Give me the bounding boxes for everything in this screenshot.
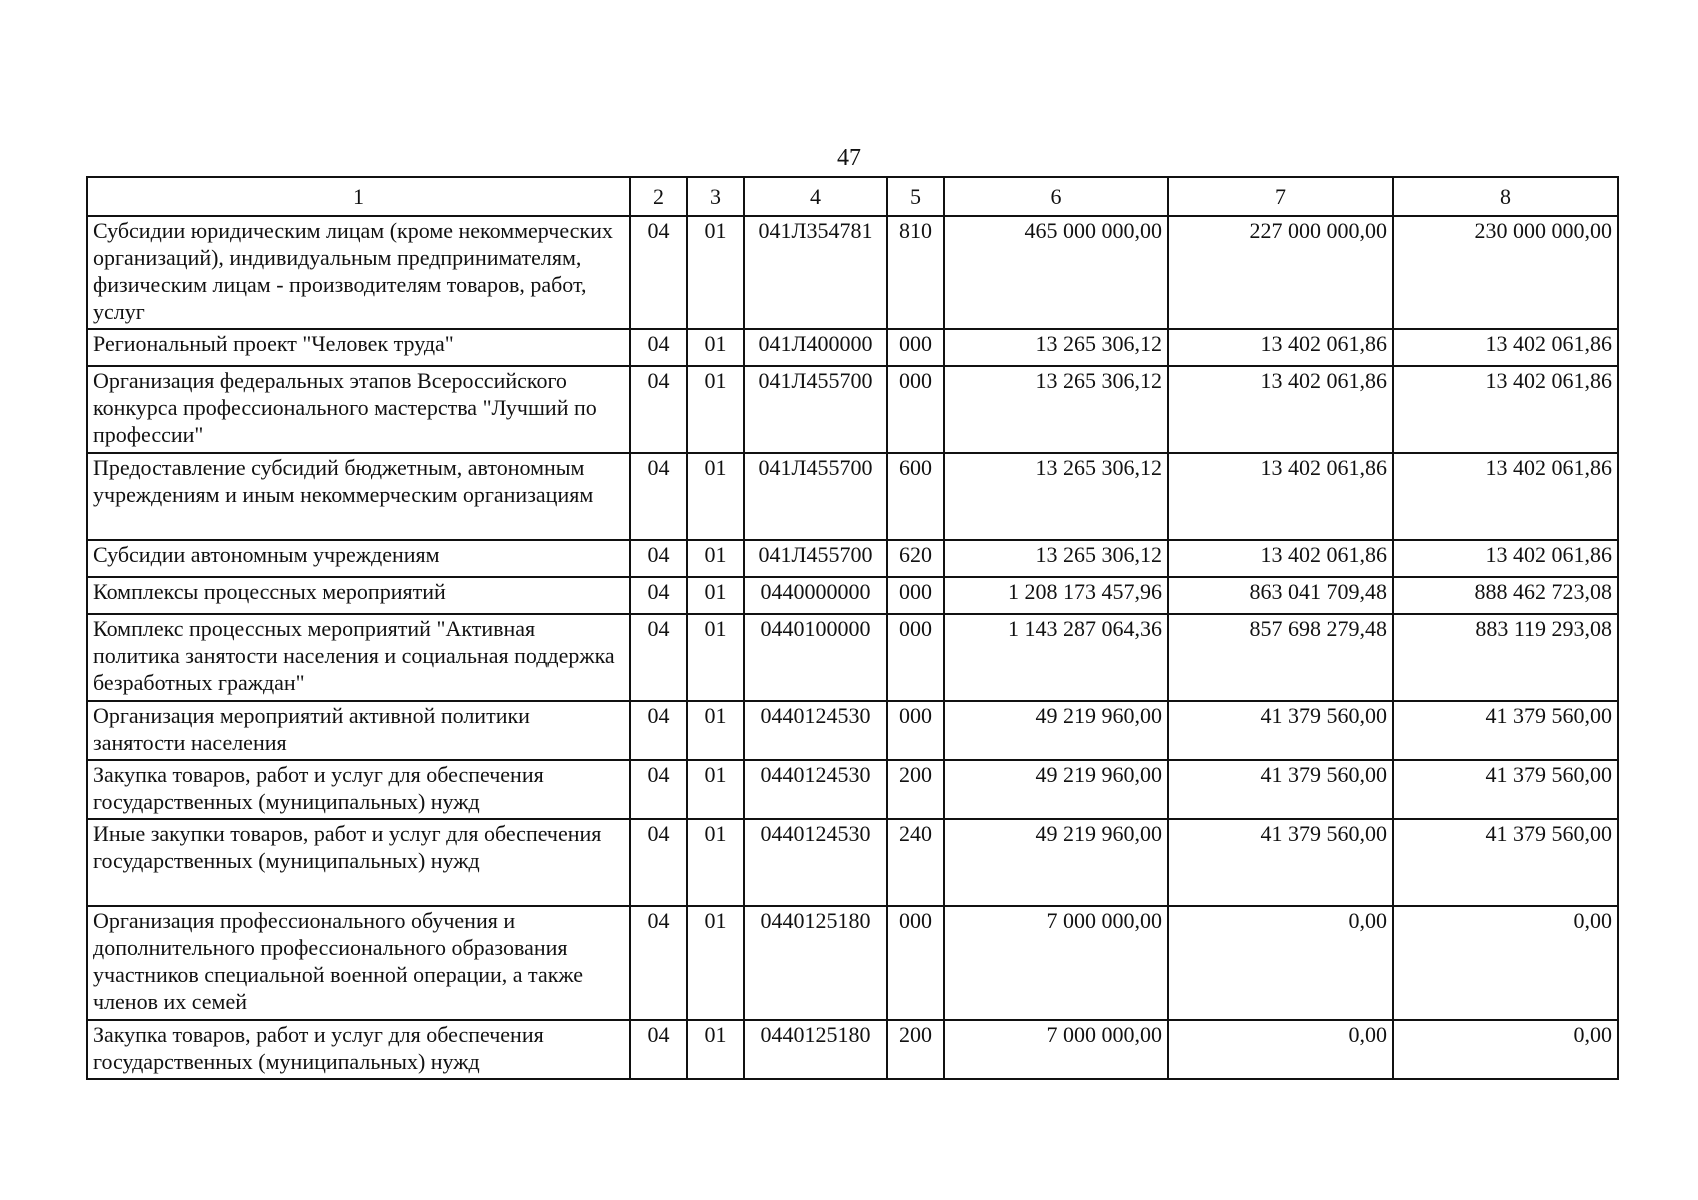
row-target-code: 041Л455700	[744, 453, 887, 540]
row-subsection: 01	[687, 577, 744, 614]
header-row	[87, 177, 1618, 216]
table-row	[87, 216, 1618, 329]
row-subsection: 01	[687, 453, 744, 540]
row-name: Организация федеральных этапов Всероссийского конкурса профессионального мастерства "Лучший по профессии"	[87, 366, 630, 453]
row-subsection: 01	[687, 540, 744, 577]
row-expense-type: 200	[887, 760, 944, 819]
header-col-7: 7	[1168, 177, 1393, 216]
row-amount-6: 49 219 960,00	[944, 760, 1168, 819]
table-row	[87, 1020, 1618, 1079]
table-row	[87, 760, 1618, 819]
row-expense-type: 000	[887, 577, 944, 614]
row-name: Организация профессионального обучения и дополнительного профессионального образования участников специальной военной операции, а также членов их семей	[87, 906, 630, 1020]
table-row	[87, 366, 1618, 453]
row-amount-7: 13 402 061,86	[1168, 366, 1393, 453]
page-number-text: 47	[837, 145, 861, 171]
table-row	[87, 614, 1618, 701]
row-section: 04	[630, 760, 687, 819]
row-amount-7: 0,00	[1168, 906, 1393, 1020]
row-expense-type: 000	[887, 906, 944, 1020]
row-target-code: 0440125180	[744, 1020, 887, 1079]
row-section: 04	[630, 453, 687, 540]
row-amount-7: 13 402 061,86	[1168, 329, 1393, 366]
row-amount-7: 41 379 560,00	[1168, 760, 1393, 819]
row-amount-7: 13 402 061,86	[1168, 453, 1393, 540]
row-amount-7: 0,00	[1168, 1020, 1393, 1079]
row-amount-7: 863 041 709,48	[1168, 577, 1393, 614]
budget-table	[86, 176, 1619, 1080]
row-target-code: 041Л354781	[744, 216, 887, 329]
row-expense-type: 000	[887, 701, 944, 760]
row-amount-8: 13 402 061,86	[1393, 453, 1618, 540]
row-expense-type: 000	[887, 329, 944, 366]
table-row	[87, 819, 1618, 906]
row-section: 04	[630, 819, 687, 906]
row-section: 04	[630, 614, 687, 701]
header-col-8: 8	[1393, 177, 1618, 216]
row-amount-6: 13 265 306,12	[944, 453, 1168, 540]
row-expense-type: 600	[887, 453, 944, 540]
header-col-4: 4	[744, 177, 887, 216]
row-amount-8: 41 379 560,00	[1393, 819, 1618, 906]
row-target-code: 041Л455700	[744, 366, 887, 453]
row-target-code: 041Л455700	[744, 540, 887, 577]
row-amount-6: 7 000 000,00	[944, 1020, 1168, 1079]
row-amount-7: 41 379 560,00	[1168, 819, 1393, 906]
row-amount-8: 0,00	[1393, 1020, 1618, 1079]
header-col-3: 3	[687, 177, 744, 216]
row-amount-6: 1 208 173 457,96	[944, 577, 1168, 614]
row-amount-6: 13 265 306,12	[944, 366, 1168, 453]
row-subsection: 01	[687, 1020, 744, 1079]
table-row	[87, 540, 1618, 577]
page-number	[0, 144, 1698, 172]
table-row	[87, 577, 1618, 614]
row-amount-6: 7 000 000,00	[944, 906, 1168, 1020]
row-target-code: 0440000000	[744, 577, 887, 614]
row-subsection: 01	[687, 216, 744, 329]
row-section: 04	[630, 329, 687, 366]
row-name: Региональный проект "Человек труда"	[87, 329, 630, 366]
row-amount-8: 41 379 560,00	[1393, 701, 1618, 760]
row-name: Организация мероприятий активной политики занятости населения	[87, 701, 630, 760]
row-amount-7: 41 379 560,00	[1168, 701, 1393, 760]
row-name: Закупка товаров, работ и услуг для обеспечения государственных (муниципальных) нужд	[87, 1020, 630, 1079]
header-col-6: 6	[944, 177, 1168, 216]
row-amount-8: 13 402 061,86	[1393, 366, 1618, 453]
row-amount-6: 1 143 287 064,36	[944, 614, 1168, 701]
row-target-code: 0440124530	[744, 760, 887, 819]
row-target-code: 0440124530	[744, 819, 887, 906]
row-amount-7: 857 698 279,48	[1168, 614, 1393, 701]
row-amount-8: 13 402 061,86	[1393, 329, 1618, 366]
row-subsection: 01	[687, 329, 744, 366]
row-subsection: 01	[687, 614, 744, 701]
row-expense-type: 620	[887, 540, 944, 577]
row-section: 04	[630, 906, 687, 1020]
row-section: 04	[630, 366, 687, 453]
row-name: Иные закупки товаров, работ и услуг для обеспечения государственных (муниципальных) нужд	[87, 819, 630, 906]
row-target-code: 0440125180	[744, 906, 887, 1020]
row-amount-8: 0,00	[1393, 906, 1618, 1020]
row-amount-6: 13 265 306,12	[944, 329, 1168, 366]
row-section: 04	[630, 540, 687, 577]
row-amount-6: 13 265 306,12	[944, 540, 1168, 577]
row-name: Субсидии автономным учреждениям	[87, 540, 630, 577]
table-row	[87, 453, 1618, 540]
row-section: 04	[630, 577, 687, 614]
row-amount-6: 49 219 960,00	[944, 819, 1168, 906]
row-target-code: 0440124530	[744, 701, 887, 760]
row-expense-type: 810	[887, 216, 944, 329]
header-col-2: 2	[630, 177, 687, 216]
row-expense-type: 240	[887, 819, 944, 906]
row-name: Комплекс процессных мероприятий "Активная политика занятости населения и социальная поддержка безработных граждан"	[87, 614, 630, 701]
row-target-code: 0440100000	[744, 614, 887, 701]
table-row	[87, 701, 1618, 760]
table-row	[87, 329, 1618, 366]
row-subsection: 01	[687, 701, 744, 760]
row-subsection: 01	[687, 760, 744, 819]
row-section: 04	[630, 701, 687, 760]
row-amount-6: 49 219 960,00	[944, 701, 1168, 760]
header-col-5: 5	[887, 177, 944, 216]
row-subsection: 01	[687, 819, 744, 906]
header-col-1: 1	[87, 177, 630, 216]
row-name: Субсидии юридическим лицам (кроме некоммерческих организаций), индивидуальным предпринимателям, физическим лицам - производителям товаров, работ, услуг	[87, 216, 630, 329]
row-amount-7: 227 000 000,00	[1168, 216, 1393, 329]
row-amount-8: 13 402 061,86	[1393, 540, 1618, 577]
table-row	[87, 906, 1618, 1020]
row-amount-8: 230 000 000,00	[1393, 216, 1618, 329]
row-name: Комплексы процессных мероприятий	[87, 577, 630, 614]
row-expense-type: 200	[887, 1020, 944, 1079]
row-subsection: 01	[687, 906, 744, 1020]
row-amount-8: 888 462 723,08	[1393, 577, 1618, 614]
row-expense-type: 000	[887, 366, 944, 453]
row-amount-6: 465 000 000,00	[944, 216, 1168, 329]
row-subsection: 01	[687, 366, 744, 453]
row-target-code: 041Л400000	[744, 329, 887, 366]
row-section: 04	[630, 1020, 687, 1079]
row-expense-type: 000	[887, 614, 944, 701]
row-amount-8: 41 379 560,00	[1393, 760, 1618, 819]
row-amount-8: 883 119 293,08	[1393, 614, 1618, 701]
row-section: 04	[630, 216, 687, 329]
row-name: Предоставление субсидий бюджетным, автономным учреждениям и иным некоммерческим организациям	[87, 453, 630, 540]
table-body	[87, 216, 1618, 1079]
row-name: Закупка товаров, работ и услуг для обеспечения государственных (муниципальных) нужд	[87, 760, 630, 819]
row-amount-7: 13 402 061,86	[1168, 540, 1393, 577]
